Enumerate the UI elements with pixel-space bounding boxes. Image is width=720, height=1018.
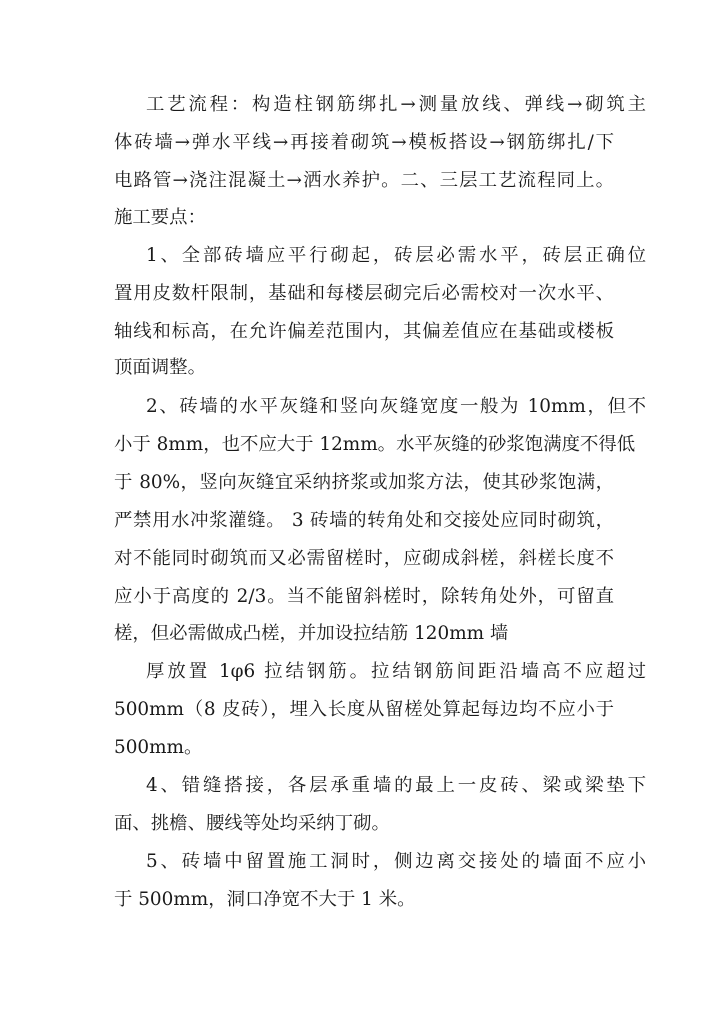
- text-line: 严禁用水冲浆灌缝。 3 砖墙的转角处和交接处应同时砌筑，: [114, 510, 614, 531]
- text-line: 4、错缝搭接，各层承重墙的最上一皮砖、梁或梁垫下: [146, 775, 646, 796]
- text-line: 置用皮数杆限制，基础和每楼层砌完后必需校对一次水平、: [114, 283, 614, 304]
- text-line: 对不能同时砌筑而又必需留槎时，应砌成斜槎，斜槎长度不: [114, 548, 614, 569]
- text-line: 槎，但必需做成凸槎，并加设拉结筋 120mm 墙: [114, 623, 509, 644]
- text-line: 于 80%，竖向灰缝宜采纳挤浆或加浆方法，使其砂浆饱满，: [114, 472, 614, 493]
- text-line: 2、砖墙的水平灰缝和竖向灰缝宽度一般为 10mm，但不: [146, 396, 646, 417]
- text-line: 应小于高度的 2/3。当不能留斜槎时，除转角处外，可留直: [114, 586, 614, 607]
- text-line: 体砖墙→弹水平线→再接着砌筑→模板搭设→钢筋绑扎/下: [114, 132, 614, 153]
- text-line: 工艺流程：构造柱钢筋绑扎→测量放线、弹线→砌筑主: [146, 94, 646, 115]
- text-line: 电路管→浇注混凝土→洒水养护。二、三层工艺流程同上。: [114, 170, 614, 191]
- text-line: 小于 8mm，也不应大于 12mm。水平灰缝的砂浆饱满度不得低: [114, 434, 636, 455]
- text-line: 于 500mm，洞口净宽不大于 1 米。: [114, 889, 416, 910]
- text-line: 施工要点：: [114, 207, 206, 228]
- text-line: 轴线和标高，在允许偏差范围内，其偏差值应在基础或楼板: [114, 321, 614, 342]
- text-line: 500mm。: [114, 737, 203, 758]
- text-line: 1、全部砖墙应平行砌起，砖层必需水平，砖层正确位: [146, 245, 646, 266]
- text-line: 厚放置 1φ6 拉结钢筋。拉结钢筋间距沿墙高不应超过: [146, 661, 646, 682]
- text-line: 面、挑檐、腰线等处均采纳丁砌。: [114, 813, 390, 834]
- text-line: 5、砖墙中留置施工洞时，侧边离交接处的墙面不应小: [146, 851, 646, 872]
- text-line: 顶面调整。: [114, 357, 206, 378]
- text-line: 500mm（8 皮砖），埋入长度从留槎处算起每边均不应小于: [114, 699, 614, 720]
